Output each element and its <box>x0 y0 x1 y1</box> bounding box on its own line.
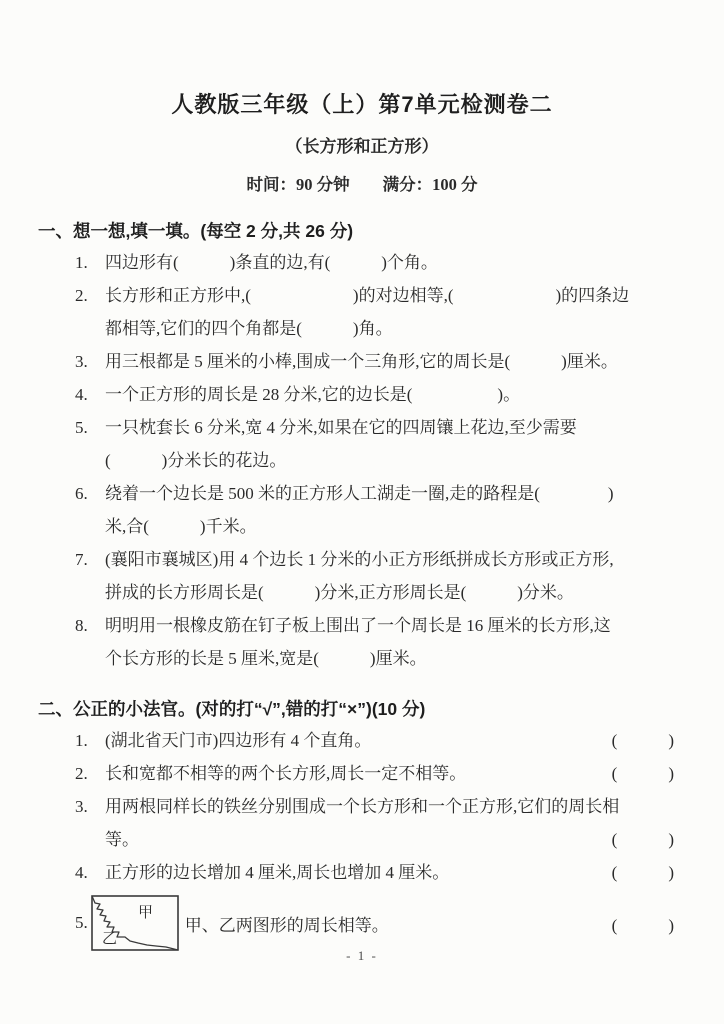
answer-blank: ( ) <box>611 863 674 882</box>
page-subtitle: （长方形和正方形） <box>285 137 439 156</box>
question-line: ( )分米长的花边。 <box>105 451 287 470</box>
question-number: 1. <box>75 731 88 750</box>
page-number: - 1 - <box>346 948 378 963</box>
s1-question-3 <box>75 345 694 378</box>
question-line: 用三根都是 5 厘米的小棒,围成一个三角形,它的周长是( )厘米。 <box>105 352 618 371</box>
question-line: 明明用一根橡皮筋在钉子板上围出了一个周长是 16 厘米的长方形,这 <box>105 616 611 635</box>
question-line: 长和宽都不相等的两个长方形,周长一定不相等。 <box>105 764 467 783</box>
s2-question-5 <box>75 894 694 952</box>
question-line: (湖北省天门市)四边形有 4 个直角。 <box>105 731 372 750</box>
question-line: 正方形的边长增加 4 厘米,周长也增加 4 厘米。 <box>105 863 450 882</box>
question-number: 2. <box>75 286 88 305</box>
figure-label-jia: 甲 <box>137 905 153 921</box>
answer-blank: ( ) <box>611 731 674 750</box>
s1-question-2 <box>75 279 694 345</box>
answer-blank: ( ) <box>611 764 674 783</box>
answer-blank: ( ) <box>611 830 674 849</box>
s2-question-4 <box>75 856 694 889</box>
question-line: 都相等,它们的四个角都是( )角。 <box>105 319 393 338</box>
s2-question-1 <box>75 724 694 757</box>
question-line: 拼成的长方形周长是( )分米,正方形周长是( )分米。 <box>105 583 574 602</box>
question-line: 长方形和正方形中,( )的对边相等,( )的四条边 <box>105 286 630 305</box>
question-number: 2. <box>75 764 88 783</box>
section2-heading: 二、公正的小法官。(对的打“√”,错的打“×”)(10 分) <box>38 699 426 719</box>
question-number: 4. <box>75 385 88 404</box>
s1-question-7 <box>75 543 694 609</box>
s1-question-8 <box>75 609 694 675</box>
question-line: (襄阳市襄城区)用 4 个边长 1 分米的小正方形纸拼成长方形或正方形, <box>105 550 614 569</box>
s2-question-3 <box>75 790 694 856</box>
question-line: 甲、乙两图形的周长相等。 <box>184 915 389 935</box>
question-number: 5. <box>75 913 88 932</box>
question-line: 一个正方形的周长是 28 分米,它的边长是( )。 <box>105 385 521 404</box>
question-line: 绕着一个边长是 500 米的正方形人工湖走一圈,走的路程是( ) <box>105 484 614 503</box>
question-line: 一只枕套长 6 分米,宽 4 分米,如果在它的四周镶上花边,至少需要 <box>105 418 577 437</box>
page-title: 人教版三年级（上）第7单元检测卷二 <box>171 92 553 117</box>
s1-question-4 <box>75 378 694 411</box>
question-line: 个长方形的长是 5 厘米,宽是( )厘米。 <box>105 649 427 668</box>
s1-question-1 <box>75 246 694 279</box>
question-number: 3. <box>75 352 88 371</box>
s1-question-5 <box>75 411 694 477</box>
question-number: 6. <box>75 484 88 503</box>
answer-blank: ( ) <box>611 915 674 935</box>
question-number: 5. <box>75 418 88 437</box>
figure-label-yi: 乙 <box>101 931 117 947</box>
paper-content <box>38 216 694 952</box>
question-number: 7. <box>75 550 88 569</box>
section1-heading: 一、想一想,填一填。(每空 2 分,共 26 分) <box>38 221 354 241</box>
s2-question-2 <box>75 757 694 790</box>
s1-question-6 <box>75 477 694 543</box>
question-line: 米,合( )千米。 <box>105 517 257 536</box>
question-number: 3. <box>75 797 88 816</box>
question-number: 8. <box>75 616 88 635</box>
question-number: 1. <box>75 253 88 272</box>
time-and-score-meta: 时间：90 分钟 满分：100 分 <box>246 175 478 194</box>
question-line: 四边形有( )条直的边,有( )个角。 <box>105 253 438 272</box>
question-line: 用两根同样长的铁丝分别围成一个长方形和一个正方形,它们的周长相 <box>105 797 620 816</box>
question-line: 等。 <box>105 830 139 849</box>
question-number: 4. <box>75 863 88 882</box>
jagged-split-rectangle-figure <box>91 895 179 951</box>
